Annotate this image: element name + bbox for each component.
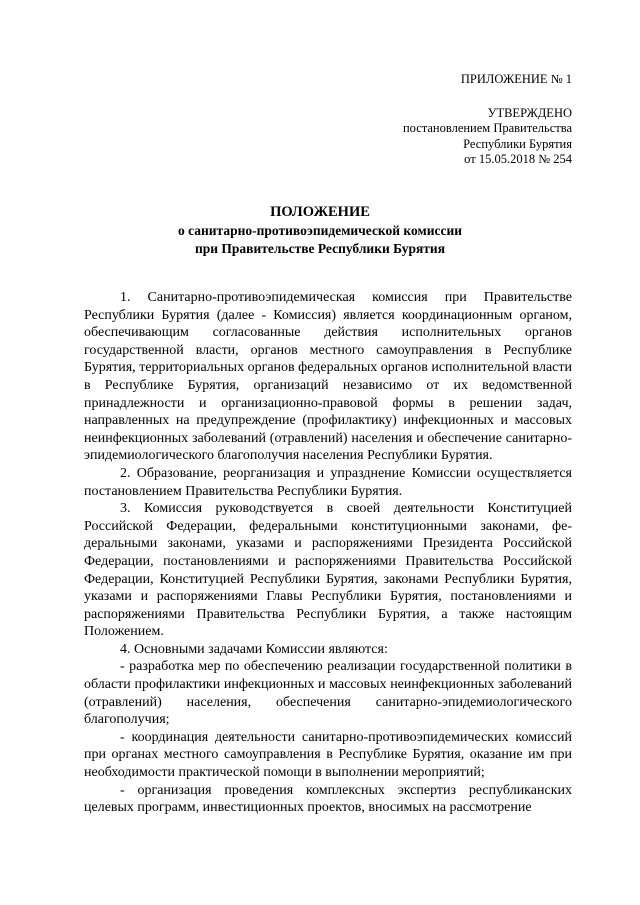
paragraph-2: 2. Образование, реорганизация и упразднение Комиссии осуществляется постановлением Правительства Республики Бурятия. xyxy=(84,465,572,499)
decree-line-3: от 15.05.2018 № 254 xyxy=(464,152,572,166)
title-line-1: ПОЛОЖЕНИЕ xyxy=(270,204,370,220)
paragraph-4: 4. Основными задачами Комиссии являются: xyxy=(120,641,388,657)
appendix-label: ПРИЛОЖЕНИЕ № 1 xyxy=(460,72,572,86)
title-line-3: при Правительстве Республики Бурятия xyxy=(194,241,445,256)
decree-line-1: постановлением Правительства xyxy=(402,121,572,135)
approved-label: УТВЕРЖДЕНО xyxy=(487,105,572,120)
document-body xyxy=(84,289,572,817)
paragraph-1: 1. Санитарно-противоэпидемическая комиссия при Правительстве Республики Бурятия (далее - Комиссия) является координационным органом, обеспечивающим согласованные действия исполнительных органов государственной власти, органов местного самоуправления в Республике Бурятия, территориальных органов федеральных органов исполнительной власти в Республике Бурятия, организаций независимо от их ведомственной принадлежности и организационно-правовой формы в решении задач, направленных на предупреждение (профилактику) инфекционных и массовых неинфекционных заболеваний (отравлений) населения и обеспечение санитарно-эпидемиологического благополучия населения Республики Бурятия. xyxy=(84,290,572,464)
title-line-2: о санитарно-противоэпидемической комиссии xyxy=(177,223,463,238)
document-title xyxy=(0,203,640,258)
list-item-3: - организация проведения комплексных экспертиз республиканских целевых программ, инвестиционных проектов, вносимых на рассмотрение xyxy=(84,782,572,816)
paragraph-3: 3. Комиссия руководствуется в своей деятельности Конституцией Российской Федерации, федеральными конституционными законами, федеральными законами, указами и распоряжениями Президента Российской Федерации, постановлениями и распоряжениями Правительства Российской Федерации, Конституцией Республики Бурятия, законами Республики Бурятия, указами и распоряжениями Главы Республики Бурятия, постановлениями и распоряжениями Правительства Республики Бурятия, а также настоящим Положением. xyxy=(84,501,572,640)
list-item-1: - разработка мер по обеспечению реализации государственной политики в области профилактики инфекционных и массовых неинфекционных заболеваний (отравлений) населения, обеспечения санитарно-эпидемиологического благополучия; xyxy=(84,659,572,728)
decree-line-2: Республики Бурятия xyxy=(463,136,572,151)
approval-header xyxy=(403,72,572,168)
list-item-2: - координация деятельности санитарно-противоэпидемических комиссий при органах местного самоуправления в Республике Бурятия, оказание им при необходимости практической помощи в выполнении мероприятий; xyxy=(84,729,572,781)
